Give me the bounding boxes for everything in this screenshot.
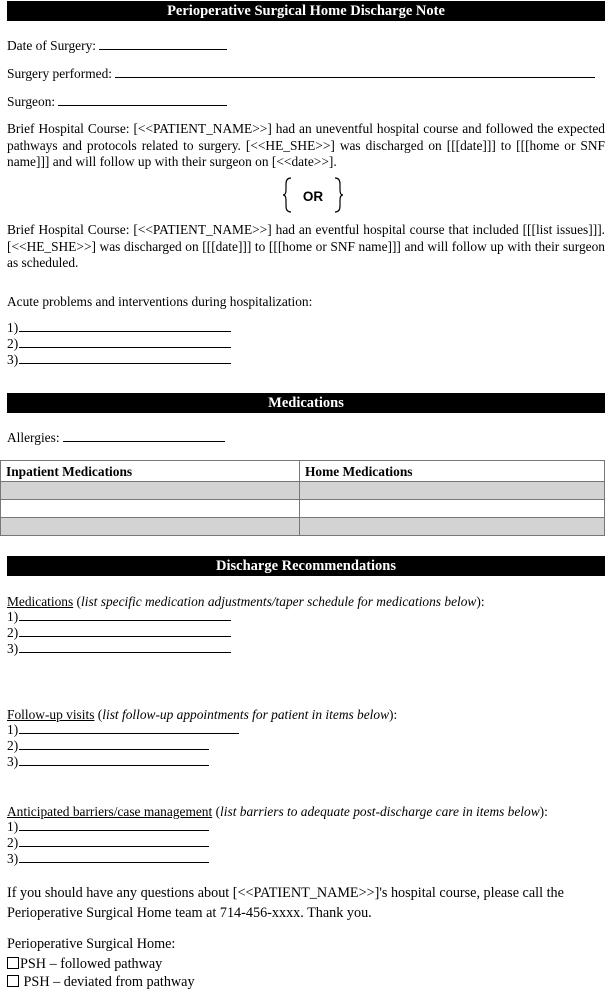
psh-followed-checkbox[interactable]: PSH – followed pathway (7, 956, 162, 973)
checkbox-icon[interactable] (7, 957, 19, 969)
surgeon-field (7, 94, 227, 110)
date-of-surgery-label: Date of Surgery: (7, 38, 97, 53)
surgeon-label: Surgeon: (7, 94, 56, 109)
page-title: Perioperative Surgical Home Discharge Note (7, 1, 605, 21)
list-item[interactable]: 1) (7, 722, 239, 738)
or-separator (283, 176, 343, 214)
allergies-blank[interactable] (63, 430, 225, 442)
followup-list (7, 722, 239, 770)
course-eventful-paragraph: Brief Hospital Course: [<<PATIENT_NAME>>] had an eventful hospital course that included [[[list issues]]]. [<<HE_SHE>>] was discharged on [[[date]]] to [[[home or SNF name]]] and will follow up with their surgeon as scheduled. (7, 222, 605, 270)
table-row (1, 518, 605, 536)
checkbox-icon[interactable] (7, 975, 19, 987)
table-row (1, 482, 605, 500)
list-item[interactable]: 2) (7, 625, 231, 641)
list-item[interactable]: 1) (7, 819, 209, 835)
home-medications-header: Home Medications (300, 461, 605, 482)
inpatient-medications-header: Inpatient Medications (1, 461, 300, 482)
discharge-recommendations-header: Discharge Recommendations (7, 556, 605, 576)
list-item[interactable]: 1) (7, 320, 231, 336)
barriers-list (7, 819, 209, 867)
psh-label: Perioperative Surgical Home: (7, 936, 176, 952)
barriers-label: Anticipated barriers/case management (list barriers to adequate post-discharge care in items below): (7, 804, 548, 819)
acute-problems-list (7, 320, 231, 368)
list-item[interactable]: 3) (7, 754, 239, 770)
surgeon-blank[interactable] (58, 94, 227, 106)
surgery-performed-label: Surgery performed: (7, 66, 112, 81)
date-of-surgery-blank[interactable] (99, 38, 227, 50)
or-brace-icon (283, 176, 343, 214)
list-item[interactable]: 2) (7, 336, 231, 352)
medications-recs-label: Medications (list specific medication adjustments/taper schedule for medications below): (7, 594, 485, 609)
followup-label: Follow-up visits (list follow-up appointments for patient in items below): (7, 707, 398, 722)
acute-problems-label: Acute problems and interventions during hospitalization: (7, 294, 313, 309)
surgery-performed-field (7, 66, 595, 82)
surgery-performed-blank[interactable] (115, 66, 595, 78)
course-uneventful-paragraph: Brief Hospital Course: [<<PATIENT_NAME>>] had an uneventful hospital course and followed the expected pathways and protocols related to surgery. [<<HE_SHE>>] was discharged on [[[date]]] to [[[home or SNF name]]] and will follow up with their surgeon on [<<date>>]. (7, 121, 605, 169)
medications-recs-list (7, 609, 231, 657)
medications-table (0, 460, 605, 536)
list-item[interactable]: 2) (7, 738, 239, 754)
medications-section-header: Medications (7, 393, 605, 413)
table-header-row (1, 461, 605, 482)
list-item[interactable]: 1) (7, 609, 231, 625)
list-item[interactable]: 2) (7, 835, 209, 851)
date-of-surgery-field (7, 38, 227, 54)
psh-deviated-checkbox[interactable]: PSH – deviated from pathway (7, 974, 195, 991)
or-label: OR (302, 189, 324, 204)
list-item[interactable]: 3) (7, 352, 231, 368)
list-item[interactable]: 3) (7, 641, 231, 657)
table-row (1, 500, 605, 518)
list-item[interactable]: 3) (7, 851, 209, 867)
closing-paragraph: If you should have any questions about [<<PATIENT_NAME>>]'s hospital course, please call the Perioperative Surgical Home team at 714-456-xxxx. Thank you. (7, 885, 564, 921)
allergies-label: Allergies: (7, 430, 60, 445)
allergies-field (7, 430, 225, 446)
